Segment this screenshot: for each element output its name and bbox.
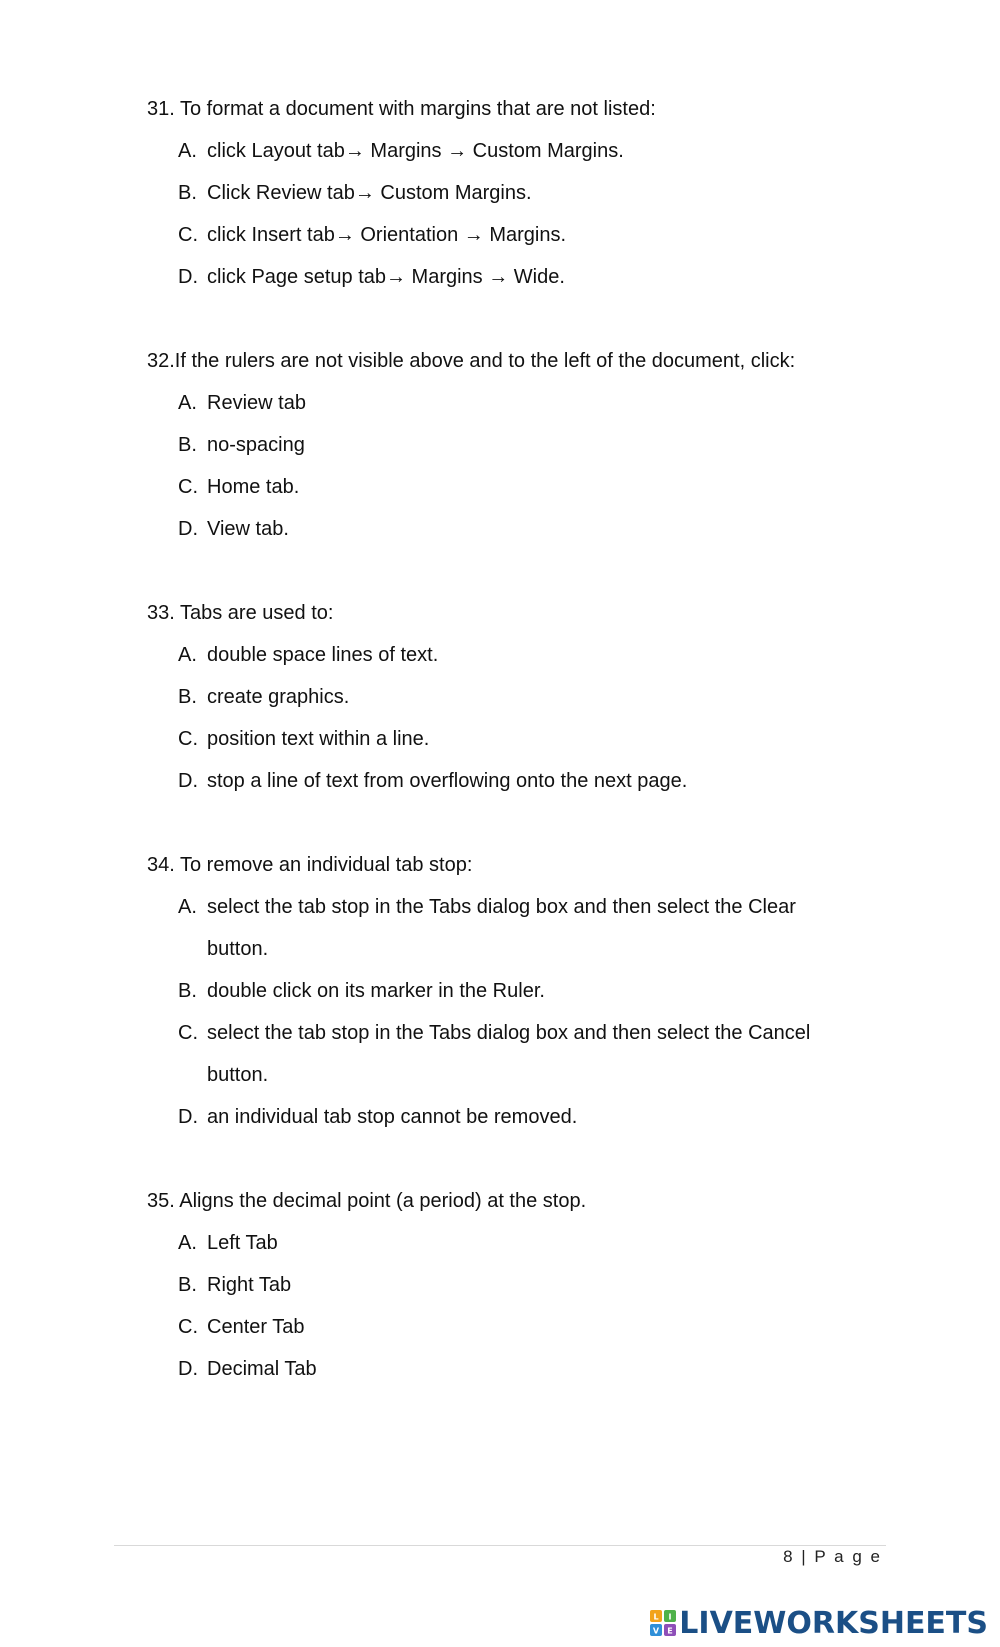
option-text: create graphics. <box>207 686 350 708</box>
page-number: 8 | P a g e <box>783 1547 882 1566</box>
option-text: double space lines of text. <box>207 644 439 666</box>
option-text: select the tab stop in the Tabs dialog box and then select the Clear button. <box>207 896 796 960</box>
option-letter: B. <box>178 434 197 456</box>
option-text: position text within a line. <box>207 728 430 750</box>
option-text: Right Tab <box>207 1274 292 1296</box>
option-a[interactable] <box>147 130 867 172</box>
option-d[interactable] <box>147 760 867 802</box>
option-letter: D. <box>178 1358 198 1380</box>
option-text: click Insert tab→ Orientation → Margins. <box>207 224 567 246</box>
option-text: Click Review tab→ Custom Margins. <box>207 182 532 204</box>
svg-text:E: E <box>667 1626 674 1636</box>
liveworksheets-logo-icon <box>650 1610 676 1636</box>
option-text: View tab. <box>207 518 289 540</box>
option-letter: D. <box>178 518 198 540</box>
option-b[interactable] <box>147 172 867 214</box>
question-prompt: 34. To remove an individual tab stop: <box>147 854 473 876</box>
option-list <box>147 1222 867 1390</box>
option-c[interactable] <box>147 466 867 508</box>
svg-text:L: L <box>653 1612 659 1622</box>
option-c[interactable] <box>147 1012 867 1096</box>
question-32 <box>147 340 867 550</box>
option-text: click Page setup tab→ Margins → Wide. <box>207 266 565 288</box>
option-letter: B. <box>178 686 197 708</box>
option-text: stop a line of text from overflowing onto the next page. <box>207 770 688 792</box>
option-list <box>147 382 867 550</box>
option-letter: D. <box>178 1106 198 1128</box>
option-text: an individual tab stop cannot be removed. <box>207 1106 578 1128</box>
option-letter: A. <box>178 392 197 414</box>
question-prompt: 35. Aligns the decimal point (a period) at the stop. <box>147 1190 587 1212</box>
option-text: Decimal Tab <box>207 1358 317 1380</box>
option-letter: A. <box>178 644 197 666</box>
option-text: click Layout tab→ Margins → Custom Margins. <box>207 140 624 162</box>
option-d[interactable] <box>147 1096 867 1138</box>
option-b[interactable] <box>147 1264 867 1306</box>
option-text: no-spacing <box>207 434 305 456</box>
option-text: select the tab stop in the Tabs dialog box and then select the Cancel button. <box>207 1022 811 1086</box>
option-b[interactable] <box>147 676 867 718</box>
option-b[interactable] <box>147 424 867 466</box>
question-34 <box>147 844 867 1138</box>
question-prompt: 32.If the rulers are not visible above and to the left of the document, click: <box>147 350 796 372</box>
option-letter: B. <box>178 182 197 204</box>
footer-divider <box>114 1545 886 1546</box>
option-a[interactable] <box>147 1222 867 1264</box>
option-letter: C. <box>178 476 198 498</box>
option-letter: A. <box>178 140 197 162</box>
option-text: Left Tab <box>207 1232 278 1254</box>
option-a[interactable] <box>147 634 867 676</box>
option-c[interactable] <box>147 718 867 760</box>
option-c[interactable] <box>147 1306 867 1348</box>
option-list <box>147 634 867 802</box>
option-c[interactable] <box>147 214 867 256</box>
svg-text:I: I <box>668 1612 672 1622</box>
option-letter: B. <box>178 1274 197 1296</box>
option-d[interactable] <box>147 256 867 298</box>
option-text: Review tab <box>207 392 306 414</box>
question-prompt: 33. Tabs are used to: <box>147 602 334 624</box>
option-letter: D. <box>178 770 198 792</box>
option-list <box>147 886 867 1138</box>
brand-name: LIVEWORKSHEETS <box>679 1605 988 1641</box>
option-d[interactable] <box>147 508 867 550</box>
option-text: double click on its marker in the Ruler. <box>207 980 545 1002</box>
question-35 <box>147 1180 867 1390</box>
option-text: Center Tab <box>207 1316 305 1338</box>
question-prompt: 31. To format a document with margins that are not listed: <box>147 98 656 120</box>
option-letter: C. <box>178 224 198 246</box>
option-letter: A. <box>178 896 197 918</box>
option-letter: A. <box>178 1232 197 1254</box>
option-letter: D. <box>178 266 198 288</box>
option-list <box>147 130 867 298</box>
question-31 <box>147 88 867 298</box>
liveworksheets-brand[interactable] <box>650 1606 988 1640</box>
option-d[interactable] <box>147 1348 867 1390</box>
option-text: Home tab. <box>207 476 300 498</box>
option-letter: C. <box>178 1022 198 1044</box>
option-b[interactable] <box>147 970 867 1012</box>
option-letter: B. <box>178 980 197 1002</box>
option-letter: C. <box>178 1316 198 1338</box>
option-letter: C. <box>178 728 198 750</box>
option-a[interactable] <box>147 382 867 424</box>
question-33 <box>147 592 867 802</box>
question-list <box>147 88 867 1432</box>
option-a[interactable] <box>147 886 867 970</box>
svg-text:V: V <box>653 1626 660 1636</box>
